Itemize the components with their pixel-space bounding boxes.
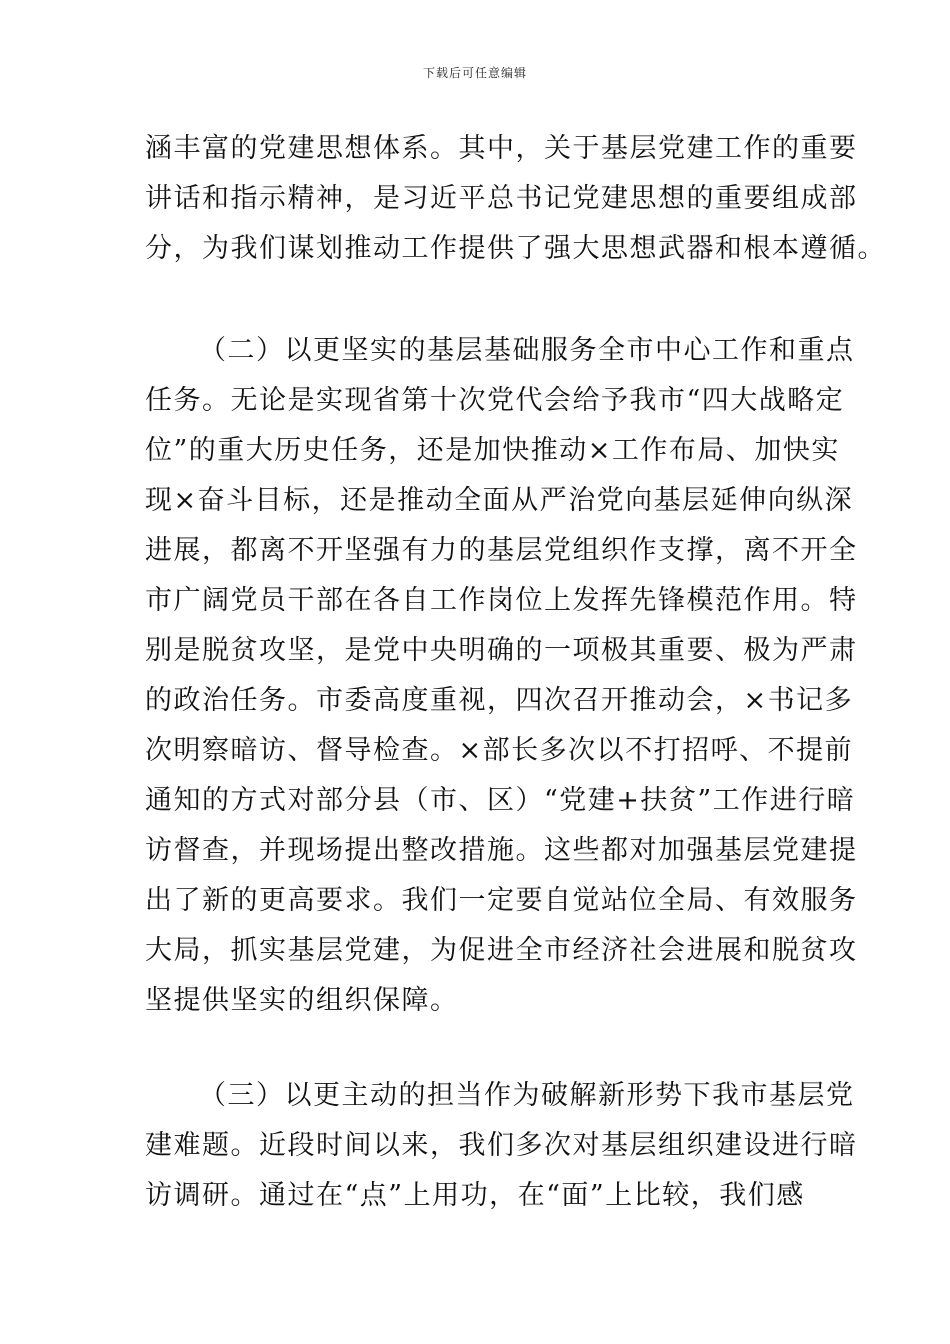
text-line: 访调研。通过在“点”上用功，在“面”上比较，我们感: [145, 1180, 805, 1211]
text-line: 市广阔党员干部在各自工作岗位上发挥先锋模范作用。特: [145, 585, 858, 616]
text-line: 位”的重大历史任务，还是加快推动×工作布局、加快实: [145, 435, 840, 466]
text-line: 坚提供坚实的组织保障。: [145, 985, 459, 1016]
text-line: 大局，抓实基层党建，为促进全市经济社会进展和脱贫攻: [145, 935, 858, 966]
text-line: 的政治任务。市委高度重视，四次召开推动会，×书记多: [145, 685, 854, 716]
text-line: 通知的方式对部分县（市、区）“党建+扶贫”工作进行暗: [145, 785, 856, 816]
text-line: 讲话和指示精神，是习近平总书记党建思想的重要组成部: [145, 183, 858, 214]
text-line: 次明察暗访、督导检查。×部长多次以不打招呼、不提前: [145, 735, 854, 766]
text-line: 分，为我们谋划推动工作提供了强大思想武器和根本遵循。: [145, 233, 886, 264]
text-line: （二）以更坚实的基层基础服务全市中心工作和重点: [199, 335, 855, 366]
paragraph-1: [145, 124, 886, 274]
text-line: 出了新的更高要求。我们一定要自觉站位全局、有效服务: [145, 885, 858, 916]
paragraph-3: [145, 1071, 858, 1221]
text-line: 访督查，并现场提出整改措施。这些都对加强基层党建提: [145, 835, 858, 866]
text-line: 任务。无论是实现省第十次党代会给予我市“四大战略定: [145, 385, 845, 416]
page-header: 下载后可任意编辑: [422, 66, 527, 80]
text-line: 现×奋斗目标，还是推动全面从严治党向基层延伸向纵深: [145, 485, 854, 516]
text-line: 建难题。近段时间以来，我们多次对基层组织建设进行暗: [145, 1130, 858, 1161]
text-line: 别是脱贫攻坚，是党中央明确的一项极其重要、极为严肃: [145, 635, 858, 666]
text-line: 涵丰富的党建思想体系。其中，关于基层党建工作的重要: [145, 133, 858, 164]
paragraph-2: [145, 326, 858, 1026]
text-line: 进展，都离不开坚强有力的基层党组织作支撑，离不开全: [145, 535, 858, 566]
text-line: （三）以更主动的担当作为破解新形势下我市基层党: [199, 1080, 855, 1111]
